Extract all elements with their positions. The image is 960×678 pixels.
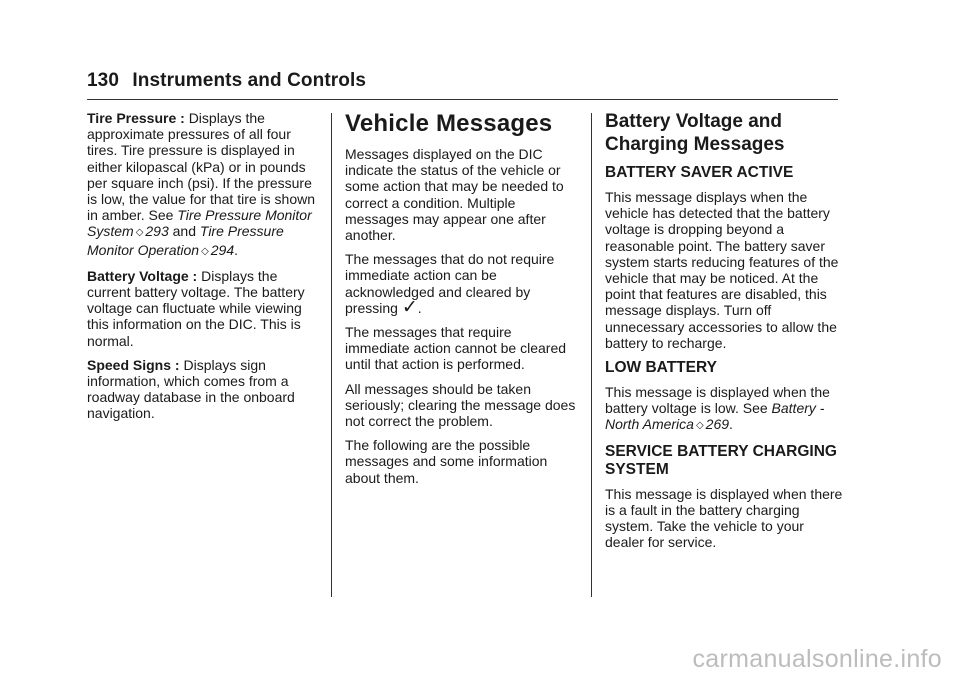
- tire-pressure-term: Tire Pressure :: [87, 110, 185, 126]
- low-battery-paragraph: [605, 384, 843, 435]
- low-battery-text: This message is displayed when the battery voltage is low. See: [605, 384, 830, 417]
- battery-saver-text: This message displays when the vehicle has detected that the battery voltage is dropping beyond a reasonable point. The battery saver system starts reducing features of the vehicle that may be noticed. At the point that features are disabled, this message displays. Turn off unnecessary accessories to allow the battery to recharge.: [605, 189, 839, 351]
- speed-signs-term: Speed Signs :: [87, 356, 180, 373]
- xref-diamond-icon: ◇: [201, 245, 209, 257]
- watermark: carmanualsonline.info: [692, 645, 942, 673]
- header-rule: [87, 99, 838, 100]
- section-title: Instruments and Controls: [132, 70, 366, 91]
- battery-voltage-paragraph: [87, 268, 319, 349]
- tire-pressure-ref2-page[interactable]: 294: [210, 241, 235, 258]
- tire-pressure-paragraph: [87, 110, 319, 260]
- low-battery-ref-page[interactable]: 269: [705, 416, 730, 433]
- service-battery-title: SERVICE BATTERY CHARGING SYSTEM: [605, 442, 837, 478]
- vehicle-messages-p1: Messages displayed on the DIC indicate the status of the vehicle or some action that may be needed to correct a condition. Multiple messages may appear one after another.: [345, 146, 564, 244]
- vehicle-messages-p2: [345, 251, 577, 316]
- low-battery-ref-link[interactable]: Battery - North America: [605, 400, 825, 433]
- tire-pressure-text: Displays the approximate pressures of all four tires. Tire pressure is displayed in either kilopascal (kPa) or in pounds per square inch (psi). If the pressure is low, the value for that tire is shown in amber. See: [87, 110, 315, 224]
- low-battery-title: LOW BATTERY: [605, 359, 717, 377]
- xref-diamond-icon: ◇: [135, 227, 144, 239]
- vehicle-messages-p2-end: .: [417, 299, 422, 316]
- battery-saver-title: BATTERY SAVER ACTIVE: [605, 164, 794, 181]
- page-header: [87, 70, 366, 92]
- checkmark-icon: ✓: [401, 296, 418, 318]
- page-number: 130: [87, 70, 120, 91]
- battery-voltage-term: Battery Voltage :: [87, 267, 198, 284]
- tire-pressure-end: .: [234, 241, 239, 258]
- speed-signs-paragraph: [87, 357, 319, 422]
- column-right: [605, 110, 843, 558]
- vehicle-messages-heading: Vehicle Messages: [345, 110, 553, 137]
- xref-diamond-icon: ◇: [695, 420, 704, 432]
- and-text: and: [172, 223, 196, 240]
- battery-voltage-text: Displays the current battery voltage. The battery voltage can fluctuate while viewing this information on the DIC. This is normal.: [87, 267, 305, 349]
- column-divider-right: [591, 113, 592, 597]
- column-divider-left: [331, 113, 332, 597]
- column-left: [87, 110, 319, 430]
- tire-pressure-ref1-link[interactable]: Tire Pressure Monitor System: [87, 207, 312, 240]
- tire-pressure-ref1-page[interactable]: 293: [145, 223, 169, 240]
- battery-charging-heading: Battery Voltage and Charging Messages: [605, 111, 785, 155]
- vehicle-messages-p3: The messages that require immediate action cannot be cleared until that action is performed.: [345, 324, 567, 373]
- vehicle-messages-p5: The following are the possible messages and some information about them.: [345, 437, 548, 486]
- tire-pressure-ref2-link[interactable]: Tire Pressure Monitor Operation: [87, 223, 284, 258]
- vehicle-messages-p4: All messages should be taken seriously; clearing the message does not correct the problem.: [345, 380, 576, 430]
- column-middle: [345, 110, 577, 494]
- low-battery-end: .: [729, 416, 733, 433]
- vehicle-messages-p2-text: The messages that do not require immediate action can be acknowledged and cleared by pressing: [345, 251, 555, 316]
- speed-signs-text: Displays sign information, which comes from a roadway database in the onboard navigation.: [87, 356, 295, 422]
- service-battery-text: This message is displayed when there is a fault in the battery charging system. Take the vehicle to your dealer for service.: [605, 485, 843, 551]
